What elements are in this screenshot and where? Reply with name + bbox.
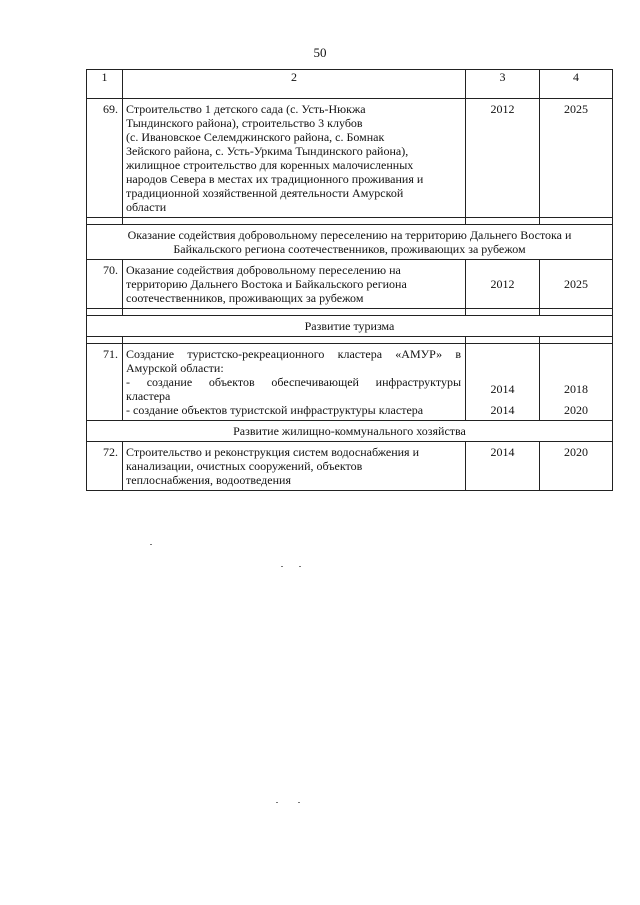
desc-line: - создание объектов туристской инфраструктуры кластера	[126, 403, 424, 417]
table-row	[87, 99, 613, 218]
start-year: 2014	[490, 382, 515, 396]
row-number: 71.	[87, 344, 123, 421]
desc-line: Амурской области:	[126, 361, 224, 375]
scan-speck	[299, 566, 301, 567]
end-year: 2025	[540, 260, 613, 309]
section-title: Развитие туризма	[87, 316, 613, 337]
scan-speck	[276, 802, 278, 803]
desc-line: области	[126, 200, 167, 214]
desc-line: соотечественников, проживающих за рубежом	[126, 291, 364, 305]
desc-line: Тындинского района), строительство 3 клубов	[126, 116, 363, 130]
row-spacer	[87, 337, 613, 344]
desc-line: - создание объектов обеспечивающей инфраструктуры	[126, 375, 461, 389]
end-year: 2020	[564, 403, 588, 417]
desc-line: традиционной хозяйственной деятельности Амурской	[126, 186, 404, 200]
row-description	[123, 344, 466, 421]
end-year: 2025	[540, 99, 613, 218]
table-header-row	[87, 70, 613, 99]
end-years	[540, 344, 613, 421]
section-row	[87, 421, 613, 442]
scan-speck	[298, 802, 300, 803]
table-row	[87, 442, 613, 491]
table-row	[87, 344, 613, 421]
row-description	[123, 99, 466, 218]
section-title: Оказание содействия добровольному переселению на территорию Дальнего Востока и Байкальского региона соотечественников, проживающих за рубежом	[87, 225, 613, 260]
table-row	[87, 260, 613, 309]
start-year: 2012	[466, 99, 540, 218]
header-col-4: 4	[540, 70, 613, 99]
row-description	[123, 260, 466, 309]
row-spacer	[87, 218, 613, 225]
desc-line: канализации, очистных сооружений, объектов	[126, 459, 363, 473]
start-year: 2012	[466, 260, 540, 309]
desc-line: теплоснабжения, водоотведения	[126, 473, 291, 487]
row-description	[123, 442, 466, 491]
row-number: 70.	[87, 260, 123, 309]
end-year: 2020	[540, 442, 613, 491]
desc-line: Оказание содействия добровольному переселению на	[126, 263, 401, 277]
header-col-2: 2	[123, 70, 466, 99]
scan-speck	[281, 566, 283, 567]
start-year: 2014	[490, 403, 515, 417]
desc-line: жилищное строительство для коренных малочисленных	[126, 158, 414, 172]
section-row	[87, 225, 613, 260]
program-table	[86, 69, 613, 491]
page-number: 50	[313, 45, 327, 60]
desc-line: Строительство 1 детского сада (с. Усть-Нюкжа	[126, 102, 366, 116]
row-spacer	[87, 309, 613, 316]
end-year: 2018	[564, 382, 588, 396]
start-years	[466, 344, 540, 421]
section-title: Развитие жилищно-коммунального хозяйства	[87, 421, 613, 442]
row-number: 72.	[87, 442, 123, 491]
desc-line: территорию Дальнего Востока и Байкальского региона	[126, 277, 407, 291]
start-year: 2014	[466, 442, 540, 491]
row-number: 69.	[87, 99, 123, 218]
desc-line: Зейского района, с. Усть-Уркима Тындинского района),	[126, 144, 409, 158]
desc-line: кластера	[126, 389, 171, 403]
header-col-1: 1	[87, 70, 123, 99]
scan-speck	[150, 544, 152, 545]
desc-line: Создание туристско-рекреационного кластера «АМУР» в	[126, 347, 461, 361]
desc-line: народов Севера в местах их традиционного проживания и	[126, 172, 424, 186]
desc-line: (с. Ивановское Селемджинского района, с. Бомнак	[126, 130, 385, 144]
section-row	[87, 316, 613, 337]
desc-line: Строительство и реконструкция систем водоснабжения и	[126, 445, 419, 459]
header-col-3: 3	[466, 70, 540, 99]
